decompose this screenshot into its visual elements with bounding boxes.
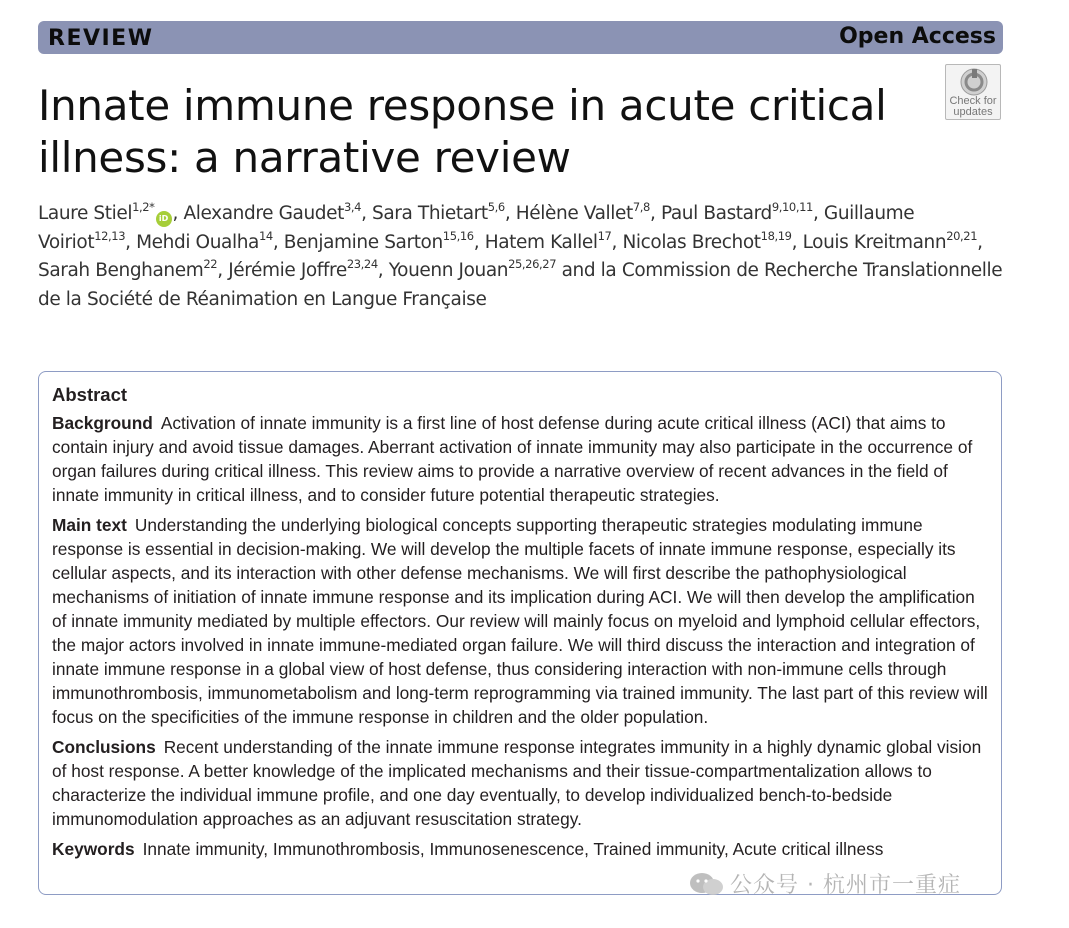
author-separator: ,: [504, 203, 516, 224]
author-affiliation: 23,24: [346, 257, 378, 271]
author-affiliation: 17: [597, 228, 612, 243]
author-name[interactable]: Alexandre Gaudet: [183, 203, 344, 224]
author-entry[interactable]: [136, 228, 284, 253]
author-entry[interactable]: [515, 200, 661, 224]
author-name[interactable]: Hatem Kallel: [484, 231, 598, 253]
abstract-background: [52, 411, 992, 507]
author-separator: ,: [172, 203, 184, 224]
author-entry[interactable]: [388, 257, 562, 281]
title-line-1: Innate immune response in acute critical: [38, 81, 887, 130]
conclusions-label: Conclusions: [52, 737, 156, 757]
check-for-updates-button[interactable]: [945, 64, 1001, 120]
article-type-label: REVIEW: [48, 26, 154, 51]
author-affiliation: 7,8: [632, 200, 650, 214]
author-entry[interactable]: [660, 200, 824, 224]
author-entry[interactable]: [622, 228, 803, 253]
author-entry[interactable]: [228, 257, 389, 281]
author-entry[interactable]: [183, 200, 373, 224]
author-affiliation: 18,19: [760, 228, 792, 243]
abstract-keywords: [52, 837, 992, 861]
author-name[interactable]: Jérémie Joffre: [228, 260, 347, 281]
check-updates-icon: [959, 67, 989, 97]
author-name[interactable]: Sarah Benghanem: [38, 260, 204, 281]
author-entry[interactable]: [802, 228, 983, 253]
author-name[interactable]: Youenn Jouan: [388, 260, 509, 281]
author-affiliation: 14: [258, 228, 273, 243]
author-separator: ,: [473, 231, 485, 253]
author-name[interactable]: Paul Bastard: [660, 203, 772, 224]
background-text: Activation of innate immunity is a first line of host defense during acute critical illness (ACI) that aims to contain injury and avoid tissue damages. Aberrant activation of innate immunity may also participate in the occurrence of organ failures during critical illness. This review aims to provide a narrative overview of recent advances in the field of innate immunity in critical illness, and to consider future potential therapeutic strategies.: [52, 413, 973, 505]
author-separator: ,: [812, 203, 824, 224]
author-name[interactable]: Sara Thietart: [372, 203, 488, 224]
abstract-conclusions: [52, 735, 992, 831]
author-name[interactable]: Louis Kreitmann: [802, 231, 947, 253]
abstract-box: [38, 371, 1002, 895]
author-separator: ,: [791, 231, 803, 253]
keywords-label: Keywords: [52, 839, 135, 859]
author-separator: ,: [361, 203, 373, 224]
conclusions-text: Recent understanding of the innate immune response integrates immunity in a highly dynamic global vision of host response. A better knowledge of the implicated mechanisms and their tissue-compartmentalization allows to characterize the individual immune profile, and one day eventually, to develop individualized bench-to-bedside immunomodulation approaches as an adjuvant resuscitation strategy.: [52, 737, 982, 829]
authors-collective: and la Commission de Recherche Translationnelle de la Société de Réanimation en Langue Française: [38, 260, 1003, 310]
author-list: [38, 200, 1008, 314]
orcid-icon[interactable]: iD: [156, 211, 172, 227]
author-affiliation: 25,26,27: [508, 257, 557, 271]
author-separator: ,: [217, 260, 229, 281]
wechat-logo-icon: [688, 871, 726, 897]
title-line-2: illness: a narrative review: [38, 133, 571, 182]
author-entry[interactable]: [38, 257, 229, 281]
article-type-banner: [38, 21, 1003, 54]
author-affiliation: 5,6: [487, 200, 505, 214]
author-name[interactable]: Hélène Vallet: [515, 203, 633, 224]
keywords-text: Innate immunity, Immunothrombosis, Immunosenescence, Trained immunity, Acute critical illness: [142, 839, 884, 859]
main-text-label: Main text: [52, 515, 127, 535]
author-affiliation: 3,4: [343, 200, 362, 214]
author-affiliation: 20,21: [946, 228, 978, 243]
author-name[interactable]: Benjamine Sarton: [283, 231, 443, 253]
author-entry[interactable]: [283, 228, 485, 253]
author-entry[interactable]: [38, 200, 184, 224]
author-separator: ,: [272, 231, 284, 253]
watermark-text: 公众号 · 杭州市一重症: [730, 873, 961, 898]
author-entry[interactable]: [484, 228, 623, 253]
abstract-heading: Abstract: [52, 384, 128, 405]
author-affiliation: 1,2*: [132, 200, 155, 214]
watermark: [688, 868, 961, 899]
author-affiliation: 9,10,11: [771, 200, 813, 214]
abstract-main-text: [52, 513, 992, 729]
article-title: [38, 80, 918, 184]
open-access-label[interactable]: Open Access: [839, 24, 996, 49]
author-separator: ,: [377, 260, 389, 281]
author-name[interactable]: Mehdi Oualha: [136, 231, 259, 253]
author-name[interactable]: Guillaume Voiriot: [38, 203, 915, 253]
author-affiliation: 22: [203, 257, 218, 271]
author-name[interactable]: Laure Stiel: [38, 203, 133, 224]
author-affiliation: 15,16: [442, 228, 474, 243]
background-label: Background: [52, 413, 153, 433]
check-updates-label: Check for updates: [949, 95, 997, 118]
main-text-text: Understanding the underlying biological concepts supporting therapeutic strategies modulating immune response is essential in decision-making. We will develop the multiple facets of innate immune response, especially its cellular aspects, and its interaction with other defense mechanisms. We will first describe the pathophysiological mechanisms of initiation of innate immune response and its implication during ACI. We will then develop the amplification of innate immunity mediated by multiple effectors. Our review will mainly focus on myeloid and lymphoid cellular effectors, the major actors involved in innate immune-mediated organ failure. We will third discuss the interaction and integration of innate immune response in a global view of host defense, thus considering interaction with non-immune cells through immunothrombosis, immunometabolism and long-term reprogramming via trained immunity. The last part of this review will focus on the specificities of the immune response in children and the older population.: [52, 515, 988, 727]
author-affiliation: 12,13: [94, 228, 126, 243]
author-separator: ,: [125, 231, 137, 253]
author-separator: ,: [649, 203, 661, 224]
author-name[interactable]: Nicolas Brechot: [622, 231, 761, 253]
author-separator: ,: [977, 231, 983, 253]
author-separator: ,: [611, 231, 623, 253]
author-entry[interactable]: [372, 200, 516, 224]
